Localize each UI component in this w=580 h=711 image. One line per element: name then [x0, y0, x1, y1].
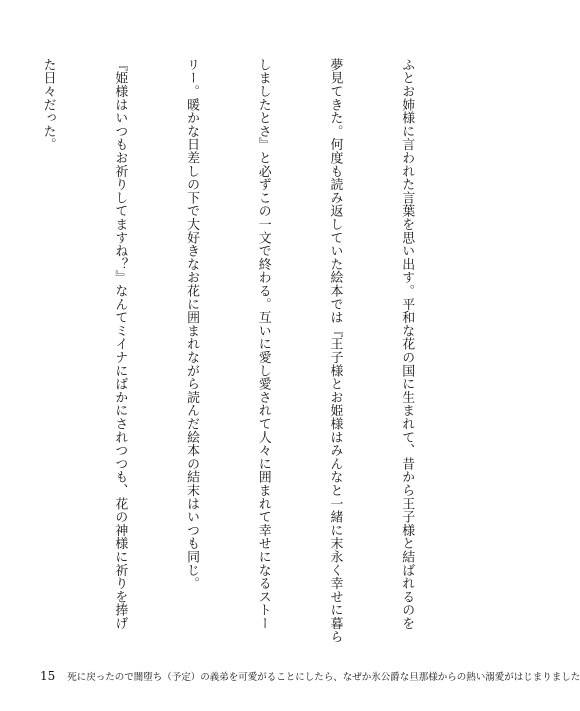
text-line: 夢見てきた。何度も読み返していた絵本では『王子様とお姫様はみんなと一緒に末永く幸せに暮ら: [327, 58, 343, 644]
text-line: 『姫様はいつもお祈りしてますね？』なんてミイナにばかにされつつも、花の神様に祈りを捧げ: [112, 58, 128, 630]
vertical-text-block: [36, 58, 466, 646]
text-line: リー。暖かな日差しの下で大好きなお花に囲まれながら読んだ絵本の結末はいつも同じ。: [184, 58, 200, 590]
text-line: しましたとさ』と必ずこの一文で終わる。互いに愛し愛されて人々に囲まれて幸せになるストー: [255, 58, 271, 630]
text-line: ふとお姉様に言われた言葉を思い出す。平和な花の国に生まれて、昔から王子様と結ばれるのを: [399, 58, 415, 630]
page-footer: [40, 668, 580, 684]
page-number: 15: [40, 669, 56, 683]
text-line: た日々だった。: [40, 58, 56, 152]
running-title: 死に戻ったので闇堕ち（予定）の義弟を可愛がることにしたら、なぜか氷公爵な旦那様からの熱い溺愛がはじまりました: [67, 672, 580, 683]
